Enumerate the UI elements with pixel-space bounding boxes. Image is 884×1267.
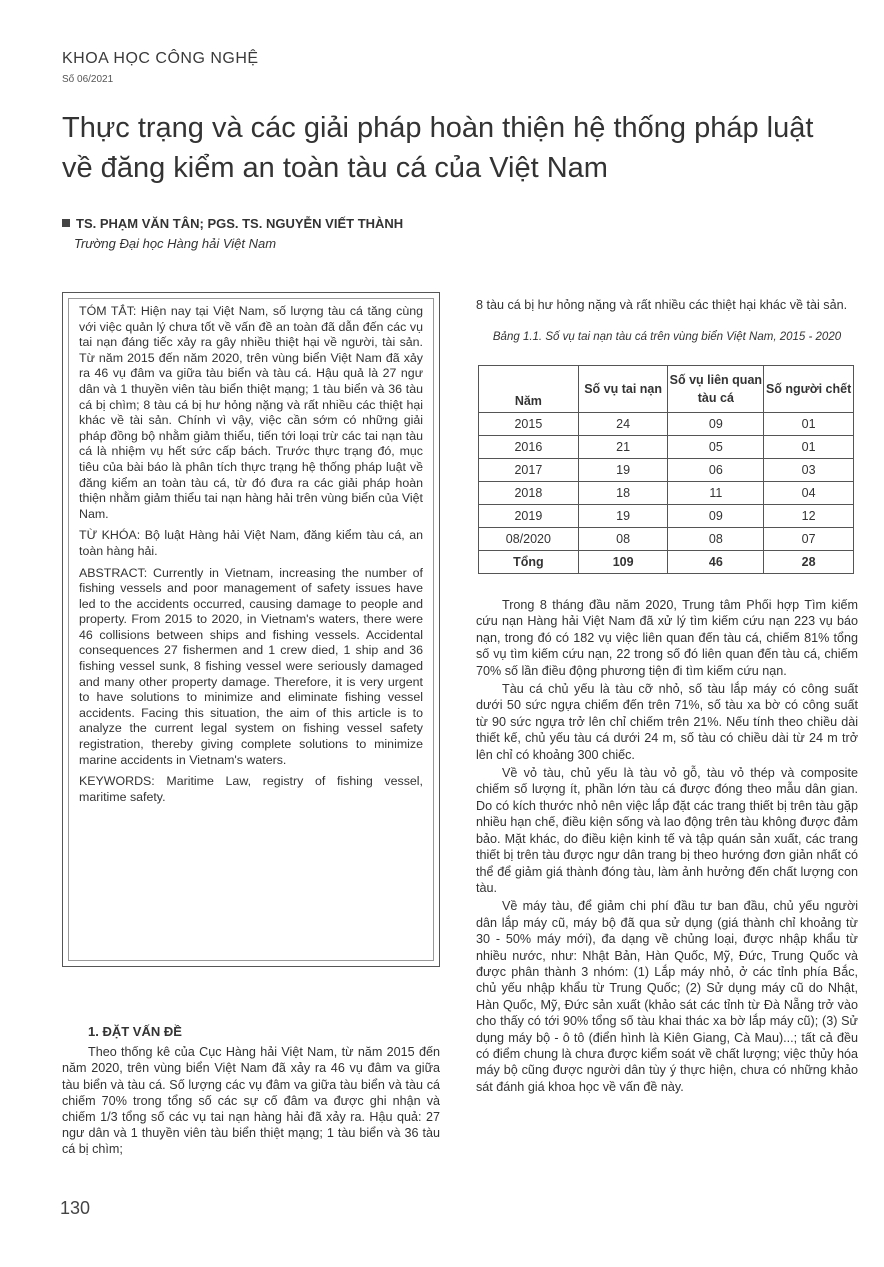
intro-paragraph: Theo thống kê của Cục Hàng hải Việt Nam, từ năm 2015 đến năm 2020, trên vùng biển Việt Nam đã xảy ra 46 vụ đâm va giữa tàu biển và tàu cá. Số lượng các vụ đâm va giữa tàu biển và tàu cá chiếm 70% trong tổng số các sự cố đâm va được ghi nhận và chiếm 1/3 tổng số các vụ tai nạn hàng hải đã xảy ra. Hậu quả: 27 ngư dân và 1 thuyền viên tàu biển thiệt mạng; 1 tàu biển và 36 tàu cá bị chìm; bbox=[62, 1045, 440, 1157]
cell: 2017 bbox=[479, 459, 579, 482]
keywords-vn-label: TỪ KHÓA: bbox=[79, 528, 141, 543]
abstract-en-label: ABSTRACT: bbox=[79, 565, 148, 580]
keywords-vn-text: Bộ luật Hàng hải Việt Nam, đăng kiểm tàu cá, an toàn hàng hải. bbox=[79, 528, 423, 558]
cell: 07 bbox=[764, 528, 854, 551]
table-total-row bbox=[479, 551, 854, 574]
cell: 46 bbox=[668, 551, 764, 574]
cell: 2015 bbox=[479, 413, 579, 436]
cell: 08/2020 bbox=[479, 528, 579, 551]
paragraph: Về máy tàu, để giảm chi phí đầu tư ban đầu, chủ yếu người dân lắp máy cũ, máy bộ đã qua sử dụng (giá thành chỉ khoảng từ 30 - 50% máy mới), đa dạng về chủng loại, được nhập khẩu từ nhiều nước, như: Nhật Bản, Hàn Quốc, Mỹ, Đức, Trung Quốc và được phân thành 3 nhóm: (1) Lắp máy nhỏ, ở các tỉnh phía Bắc, chủ yếu nhập khẩu từ Trung Quốc; (2) Sử dụng máy cũ do Nhật, Hàn Quốc, Mỹ, Đức sản xuất (khảo sát các tỉnh từ Đà Nẵng trở vào cho thấy có tới 90% tổng số tàu khai thác xa bờ lắp máy cũ); (3) Sử dụng máy bộ - ô tô (điển hình là Kiên Giang, Cà Mau)...; tất cả đều có điểm chung là chưa được kiểm soát về chất lượng; việc thủy hóa máy bộ cũng được người dân tùy ý thực hiện, chưa có những khảo sát đánh giá khoa học về vấn đề này. bbox=[476, 899, 858, 1094]
table-row bbox=[479, 528, 854, 551]
cell: 28 bbox=[764, 551, 854, 574]
page-number: 130 bbox=[60, 1198, 91, 1218]
right-top-text: 8 tàu cá bị hư hỏng nặng và rất nhiều các thiệt hại khác về tài sản. bbox=[476, 298, 848, 312]
abstract-en bbox=[79, 566, 423, 769]
cell: 04 bbox=[764, 482, 854, 505]
cell: 09 bbox=[668, 413, 764, 436]
cell: 01 bbox=[764, 413, 854, 436]
cell: 08 bbox=[668, 528, 764, 551]
abstract-box bbox=[68, 298, 434, 961]
cell: 2019 bbox=[479, 505, 579, 528]
cell: 2016 bbox=[479, 436, 579, 459]
right-column-body bbox=[476, 597, 858, 1097]
header-year: Năm bbox=[479, 366, 579, 413]
affiliation: Trường Đại học Hàng hải Việt Nam bbox=[74, 236, 277, 251]
table-header-row bbox=[479, 366, 854, 413]
header-deaths: Số người chết bbox=[764, 366, 854, 413]
bullet-square-icon bbox=[62, 219, 70, 227]
keywords-en-label: KEYWORDS: bbox=[79, 774, 155, 789]
abstract-vn-text: Hiện nay tại Việt Nam, số lượng tàu cá tăng cùng với việc quản lý chưa tốt về vấn đề an toàn đã dẫn đến các vụ tai nạn đáng tiếc xảy ra gây nhiều thiệt hại về người, tài sản. Từ năm 2015 đến năm 2020, trên vùng biển Việt Nam đã xảy ra 46 vụ đâm va giữa tàu biển và tàu cá. Hậu quả là 27 ngư dân và 1 thuyền viên tàu biển thiệt mạng; 1 tàu biển và 36 tàu cá bị chìm; 8 tàu cá bị hư hỏng nặng và rất nhiều các thiệt hại khác về tài sản. Chính vì vậy, việc cần sớm có những giải pháp đồng bộ nhằm giảm thiểu, tiến tới loại trừ các tai nạn tàu cá là nhiệm vụ hết sức cấp bách. Trước thực trạng đó, mục tiêu của bài báo là phân tích thực trạng hệ thống pháp luật về đăng kiểm an toàn tàu cá, từ đó đưa ra các giải pháp hoàn thiện nhằm giảm thiểu tai nạn hàng hải trên vùng biển của Việt Nam. bbox=[79, 304, 423, 521]
article-title: Thực trạng và các giải pháp hoàn thiện hệ thống pháp luật về đăng kiểm an toàn tàu cá của Việt Nam bbox=[62, 112, 814, 184]
abstract-en-text: Currently in Vietnam, increasing the number of fishing vessels and poor management of safety issues have led to the accidents occurred, causing damage to people and property. From 2015 to 2020, in Vietnam's waters, there were 46 collisions between ships and fishing vessels. Accidental consequences 27 fishermen and 1 crew died, 1 ship and 36 fishing vessel sunk, 8 fishing vessel were seriously damaged and many other property damage. Therefore, it is very urgent to have solutions to minimize and eliminate fishing vessel accidents. Facing this situation, the aim of this article is to analyze the current legal system on fishing vessel safety registration, thereby giving complete solutions to minimize marine accidents in Vietnam's waters. bbox=[79, 565, 423, 767]
cell: 12 bbox=[764, 505, 854, 528]
cell: 109 bbox=[578, 551, 668, 574]
cell: 19 bbox=[578, 505, 668, 528]
table-row bbox=[479, 436, 854, 459]
cell: 18 bbox=[578, 482, 668, 505]
table-row bbox=[479, 505, 854, 528]
paragraph: Trong 8 tháng đầu năm 2020, Trung tâm Phối hợp Tìm kiếm cứu nạn Hàng hải Việt Nam đã xử lý tìm kiếm cứu nạn 223 vụ báo nạn, trong đó có 182 vụ việc liên quan đến tàu cá, chiếm 81% tổng số vụ tìm kiếm cứu nạn, 22 trong số đó liên quan đến tàu cá, chiếm 70% số lần điều động phương tiện đi tìm kiếm cứu nạn. bbox=[476, 598, 858, 678]
right-column-top bbox=[476, 297, 858, 315]
cell: 09 bbox=[668, 505, 764, 528]
table-row bbox=[479, 413, 854, 436]
keywords-en bbox=[79, 774, 423, 805]
cell: 24 bbox=[578, 413, 668, 436]
keywords-vn bbox=[79, 528, 423, 559]
paragraph: Tàu cá chủ yếu là tàu cỡ nhỏ, số tàu lắp máy có công suất dưới 50 sức ngựa chiếm đến trên 71%, số tàu xa bờ có công suất từ 90 sức ngựa trở lên chỉ chiếm trên 21%. Nếu tính theo chiều dài thiết kế, chủ yếu tàu cá dưới 24 m, số tàu có chiều dài từ 24 m trở lên chỉ có khoảng 300 chiếc. bbox=[476, 682, 858, 762]
table-row bbox=[479, 482, 854, 505]
intro-heading: 1. ĐẶT VẤN ĐỀ bbox=[88, 1024, 182, 1039]
cell: 08 bbox=[578, 528, 668, 551]
issue-number: Số 06/2021 bbox=[62, 74, 114, 85]
table-row bbox=[479, 459, 854, 482]
table-caption: Bảng 1.1. Số vụ tai nạn tàu cá trên vùng biển Việt Nam, 2015 - 2020 bbox=[492, 331, 842, 343]
cell: 03 bbox=[764, 459, 854, 482]
section-label: KHOA HỌC CÔNG NGHỆ bbox=[62, 50, 259, 67]
cell: Tổng bbox=[479, 551, 579, 574]
paragraph: Về vỏ tàu, chủ yếu là tàu vỏ gỗ, tàu vỏ thép và composite chiếm số lượng ít, phần lớn tàu cá được đóng theo mẫu dân gian. Do có kích thước nhỏ nên việc lắp đặt các trang thiết bị trên tàu gặp nhiều hạn chế, điều kiện sống và lao động trên tàu không được đảm bảo. Mặt khác, do điều kiện kinh tế và tập quán sản xuất, các trang thiết bị trên tàu được ngư dân trang bị theo hướng đơn giản nhất có thể để giảm giá thành đóng tàu, làm ảnh hưởng đến chất lượng con tàu. bbox=[476, 766, 858, 895]
introduction-section bbox=[62, 1024, 440, 1158]
abstract-vn bbox=[79, 304, 423, 522]
authors bbox=[62, 216, 403, 231]
cell: 2018 bbox=[479, 482, 579, 505]
cell: 11 bbox=[668, 482, 764, 505]
cell: 21 bbox=[578, 436, 668, 459]
cell: 05 bbox=[668, 436, 764, 459]
cell: 06 bbox=[668, 459, 764, 482]
cell: 19 bbox=[578, 459, 668, 482]
header-fishing-related: Số vụ liên quan tàu cá bbox=[668, 366, 764, 413]
header-accidents: Số vụ tai nạn bbox=[578, 366, 668, 413]
author-names: TS. PHẠM VĂN TÂN; PGS. TS. NGUYỄN VIẾT THÀNH bbox=[76, 216, 404, 231]
accident-table bbox=[478, 365, 854, 574]
cell: 01 bbox=[764, 436, 854, 459]
abstract-vn-label: TÓM TẮT: bbox=[79, 304, 137, 318]
keywords-en-text: Maritime Law, registry of fishing vessel, maritime safety. bbox=[79, 774, 423, 804]
